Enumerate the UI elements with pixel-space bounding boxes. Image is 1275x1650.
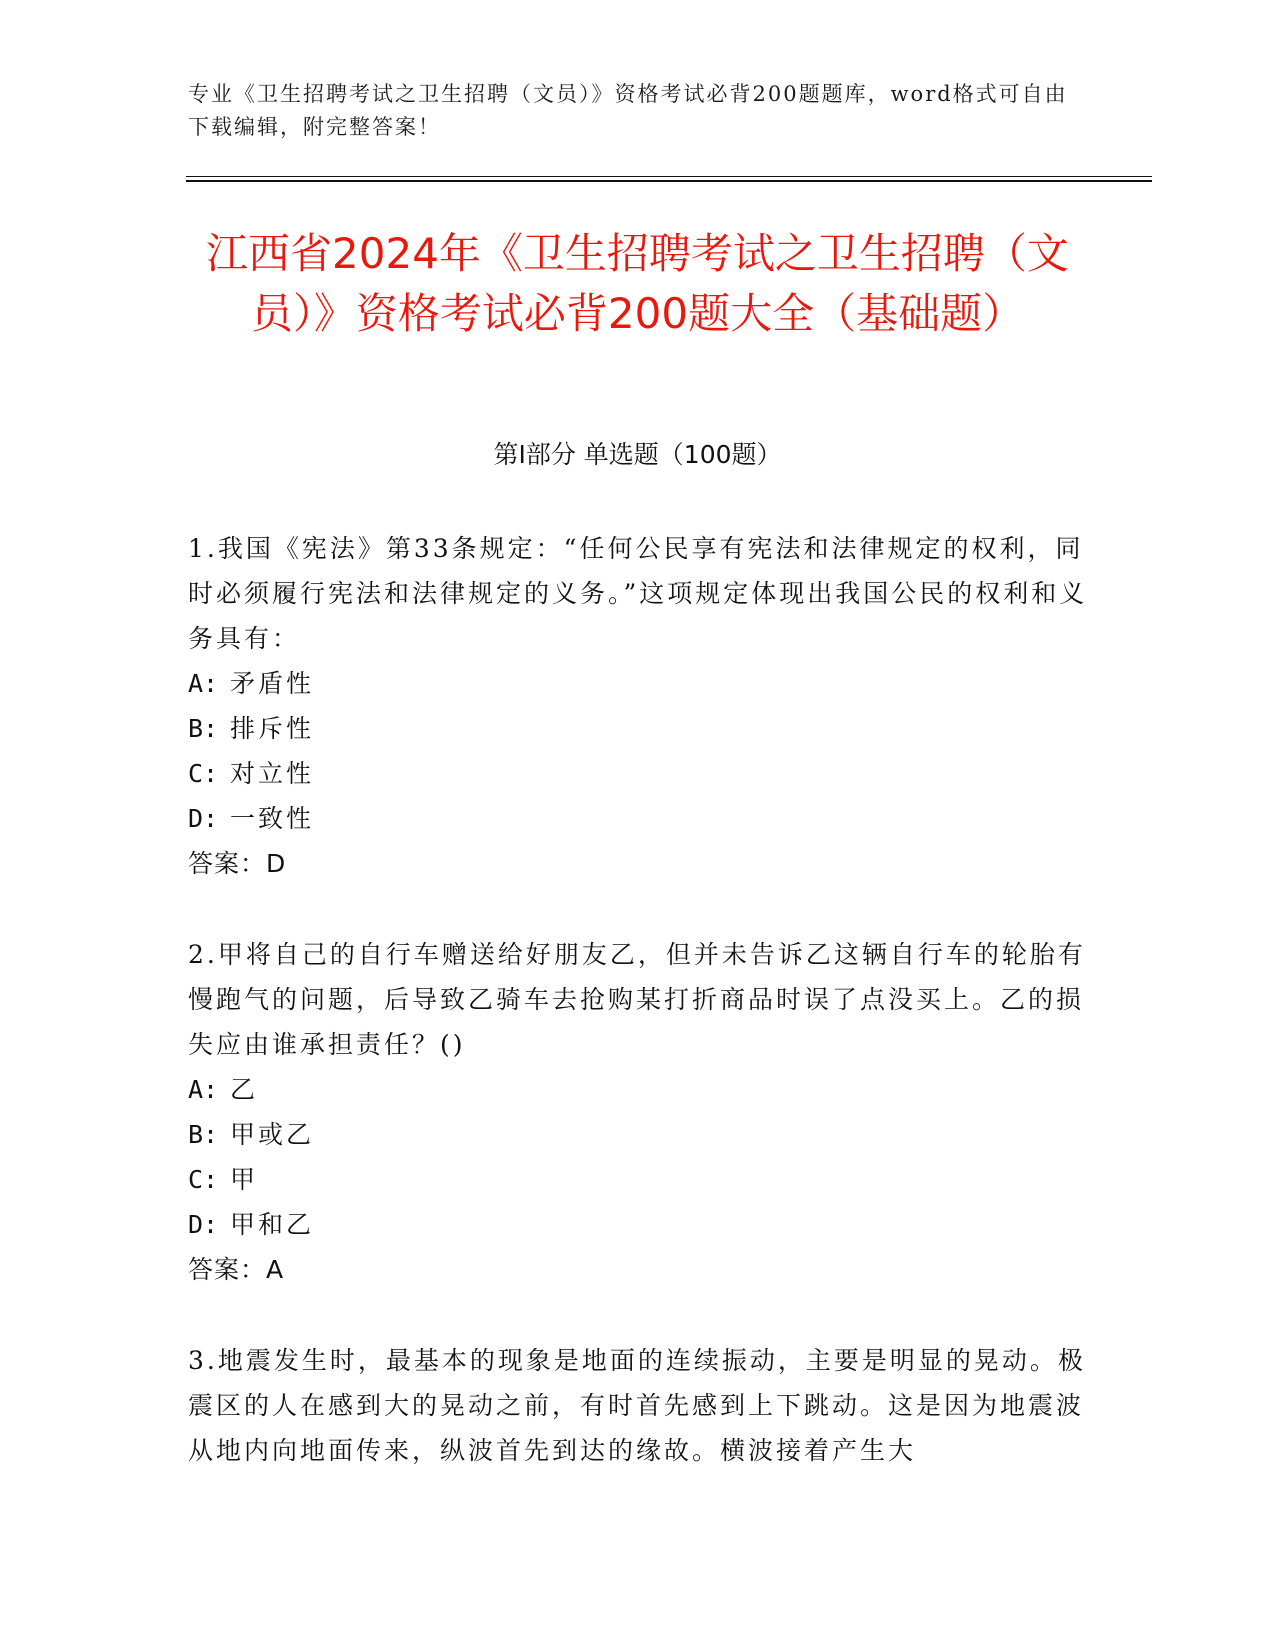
option-c bbox=[188, 1157, 1088, 1202]
option-d bbox=[188, 1202, 1088, 1247]
option-c bbox=[188, 751, 1088, 796]
section-title: 第Ⅰ部分 单选题（100题） bbox=[493, 440, 782, 469]
divider-thin bbox=[186, 176, 1152, 177]
option-text: 排斥性 bbox=[230, 714, 315, 743]
divider-thick bbox=[186, 180, 1152, 182]
option-b bbox=[188, 1112, 1088, 1157]
option-text: 对立性 bbox=[230, 759, 315, 788]
option-key: B: bbox=[188, 714, 219, 743]
header-note: 专业《卫生招聘考试之卫生招聘（文员）》资格考试必背200题题库，word格式可自由下载编辑，附完整答案！ bbox=[188, 82, 1068, 139]
option-key: A: bbox=[188, 1075, 219, 1104]
answer-line: 答案：A bbox=[188, 1255, 285, 1284]
option-key: A: bbox=[188, 669, 219, 698]
option-a bbox=[188, 1067, 1088, 1112]
question-3 bbox=[188, 1338, 1088, 1473]
option-key: D: bbox=[188, 1210, 219, 1239]
option-d bbox=[188, 796, 1088, 841]
question-2 bbox=[188, 932, 1088, 1292]
option-text: 甲和乙 bbox=[230, 1210, 315, 1239]
option-key: B: bbox=[188, 1120, 219, 1149]
option-text: 乙 bbox=[230, 1075, 259, 1104]
option-text: 一致性 bbox=[230, 804, 315, 833]
option-b bbox=[188, 706, 1088, 751]
option-text: 矛盾性 bbox=[230, 669, 315, 698]
answer-line: 答案：D bbox=[188, 849, 287, 878]
question-stem: 2.甲将自己的自行车赠送给好朋友乙，但并未告诉乙这辆自行车的轮胎有慢跑气的问题，后导致乙骑车去抢购某打折商品时误了点没买上。乙的损失应由谁承担责任？() bbox=[188, 940, 1086, 1059]
option-text: 甲或乙 bbox=[230, 1120, 315, 1149]
option-key: D: bbox=[188, 804, 219, 833]
option-a bbox=[188, 661, 1088, 706]
option-text: 甲 bbox=[230, 1165, 259, 1194]
option-key: C: bbox=[188, 1165, 219, 1194]
question-stem: 1.我国《宪法》第33条规定：“任何公民享有宪法和法律规定的权利，同时必须履行宪法和法律规定的义务。”这项规定体现出我国公民的权利和义务具有： bbox=[188, 534, 1088, 653]
option-key: C: bbox=[188, 759, 219, 788]
document-title: 江西省2024年《卫生招聘考试之卫生招聘（文员）》资格考试必背200题大全（基础题） bbox=[206, 229, 1069, 338]
question-1 bbox=[188, 526, 1088, 886]
question-stem: 3.地震发生时，最基本的现象是地面的连续振动，主要是明显的晃动。极震区的人在感到大的晃动之前，有时首先感到上下跳动。这是因为地震波从地内向地面传来，纵波首先到达的缘故。横波接着产生大 bbox=[188, 1346, 1086, 1465]
